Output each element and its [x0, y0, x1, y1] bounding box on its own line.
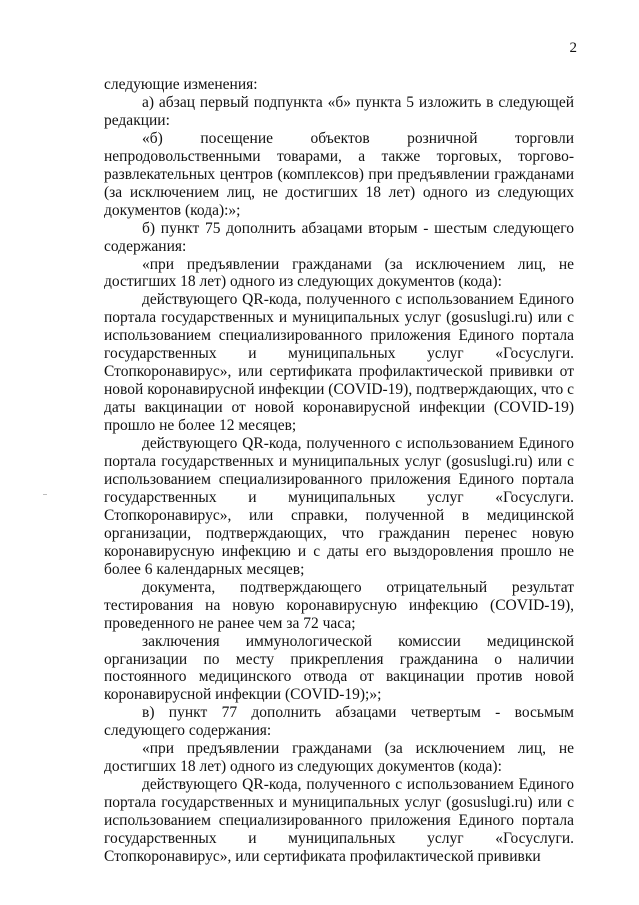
paragraph-amendment-c: в) пункт 77 дополнить абзацами четвертым - восьмым следующего содержания: — [104, 704, 574, 740]
paragraph-qr-vaccination-1: действующего QR-кода, полученного с использованием Единого портала государственных и муниципальных услуг (gosuslugi.ru) или с использованием специализированного приложения Единого портала государственных и муниципальных услуг «Госуслуги. Стопкоронавирус», или сертификата профилактической прививки от новой коронавирусной инфекции (COVID-19), подтверждающих, что с даты вакцинации от новой коронавирусной инфекции (COVID-19) прошло не более 12 месяцев; — [104, 291, 574, 435]
margin-mark — [43, 494, 47, 495]
paragraph-amendment-a: а) абзац первый подпункта «б» пункта 5 изложить в следующей редакции: — [104, 93, 574, 129]
paragraph-medical-exemption: заключения иммунологической комиссии медицинской организации по месту прикрепления гражданина о наличии постоянного медицинского отвода от вакцинации против новой коронавирусной инфекции (COVID-19);»; — [104, 632, 574, 704]
paragraph-presentation-clause-2: «при предъявлении гражданами (за исключением лиц, не достигших 18 лет) одного из следующих документов (кода): — [104, 740, 574, 776]
paragraph-intro: следующие изменения: — [104, 76, 258, 93]
paragraph-amendment-b: б) пункт 75 дополнить абзацами вторым - шестым следующего содержания: — [104, 219, 574, 255]
paragraph-presentation-clause-1: «при предъявлении гражданами (за исключением лиц, не достигших 18 лет) одного из следующих документов (кода): — [104, 255, 574, 291]
paragraph-negative-test: документа, подтверждающего отрицательный результат тестирования на новую коронавирусную инфекцию (COVID-19), проведенного не ранее чем за 72 часа; — [104, 578, 574, 632]
document-body — [104, 76, 574, 866]
paragraph-qr-vaccination-2: действующего QR-кода, полученного с использованием Единого портала государственных и муниципальных услуг (gosuslugi.ru) или с использованием специализированного приложения Единого портала государственных и муниципальных услуг «Госуслуги. Стопкоронавирус», или сертификата профилактической прививки — [104, 776, 574, 865]
paragraph-quote-b: «б) посещение объектов розничной торговли непродовольственными товарами, а также торговых, торгово-развлекательных центров (комплексов) при предъявлении гражданами (за исключением лиц, не достигших 18 лет) одного из следующих документов (кода):»; — [104, 129, 574, 219]
paragraph-qr-recovery: действующего QR-кода, полученного с использованием Единого портала государственных и муниципальных услуг (gosuslugi.ru) или с использованием специализированного приложения Единого портала государственных и муниципальных услуг «Госуслуги. Стопкоронавирус», или справки, полученной в медицинской организации, подтверждающих, что гражданин перенес новую коронавирусную инфекцию и с даты его выздоровления прошло не более 6 календарных месяцев; — [104, 435, 574, 578]
page-number: 2 — [569, 40, 577, 56]
